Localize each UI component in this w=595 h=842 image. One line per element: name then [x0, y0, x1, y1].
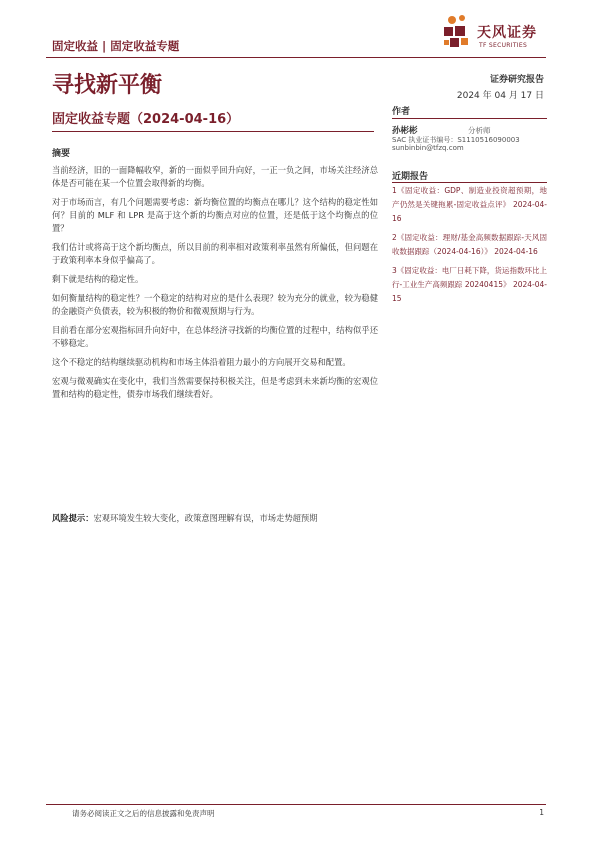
abstract-paragraph: 当前经济，旧的一面降幅收窄，新的一面似乎回升向好，一正一负之间，市场关注经济总体是否可能在某一个位置会取得新的均衡。: [52, 165, 378, 188]
risk-warning: [52, 512, 378, 525]
author-divider: [392, 118, 547, 119]
author-heading: 作者: [392, 107, 411, 117]
abstract-body: [52, 164, 378, 407]
recent-report-title[interactable]: 2《固定收益：理财/基金高频数据跟踪-天风固收数据跟踪（2024-04-16）》: [392, 233, 547, 256]
author-role: 分析师: [468, 126, 491, 135]
recent-reports-divider: [392, 182, 547, 183]
abstract-paragraph: 我们估计或将高于这个新均衡点，所以目前的利率相对政策利率虽然有所偏低，但问题在于政策利率本身似乎偏高了。: [52, 242, 378, 265]
risk-text: 宏观环境发生较大变化，政策意图理解有误，市场走势超预期: [93, 513, 318, 523]
page-title: 寻找新平衡: [52, 73, 163, 98]
recent-report-link[interactable]: [392, 231, 547, 259]
risk-label: 风险提示：: [52, 513, 94, 523]
author-name: 孙彬彬: [392, 126, 418, 136]
author-cert-number: SAC 执业证书编号：S1110516090003: [392, 136, 520, 144]
report-type: 证券研究报告: [489, 75, 544, 85]
abstract-paragraph: 目前看在部分宏观指标回升向好中，在总体经济寻找新的均衡位置的过程中，结构似乎还不够稳定。: [52, 325, 378, 348]
breadcrumb: [52, 38, 179, 54]
logo-mark-icon: [440, 14, 476, 54]
recent-report-title[interactable]: 3《固定收益：电厂日耗下降，货运指数环比上行-工业生产高频跟踪 20240415》: [392, 266, 547, 289]
report-subtitle: 固定收益专题（2024-04-16）: [52, 112, 240, 127]
recent-report-title[interactable]: 1《固定收益：GDP、制造业投资超预期，地产仍然是关键拖累-固定收益点评》: [392, 186, 547, 209]
subtitle-divider: [52, 131, 374, 132]
breadcrumb-separator: |: [102, 39, 107, 53]
abstract-heading: 摘要: [52, 149, 71, 159]
footer-divider: [46, 804, 546, 805]
footer-disclaimer: 请务必阅读正文之后的信息披露和免责声明: [72, 809, 215, 818]
breadcrumb-primary[interactable]: 固定收益: [52, 39, 98, 53]
recent-report-link[interactable]: [392, 184, 547, 226]
logo-text-cn: 天风证券: [477, 25, 537, 41]
author-email[interactable]: sunbinbin@tfzq.com: [392, 144, 464, 152]
abstract-paragraph: 如何衡量结构的稳定性？一个稳定的结构对应的是什么表现？较为充分的就业，较为稳健的金融资产负债表，较为积极的物价和微观预期与行为。: [52, 293, 378, 316]
abstract-paragraph: 对于市场而言，有几个问题需要考虑：新均衡位置的均衡点在哪儿？这个结构的稳定性如何？目前的 MLF 和 LPR 是高于这个新的均衡点对应的位置，还是低于这个均衡点的位置？: [52, 197, 378, 233]
header-divider: [46, 57, 546, 58]
page-number: 1: [539, 808, 544, 817]
company-logo: [440, 14, 550, 54]
recent-reports-heading: 近期报告: [392, 172, 429, 182]
recent-reports-list: [392, 184, 547, 311]
recent-report-link[interactable]: [392, 264, 547, 306]
recent-report-date: 2024-04-16: [494, 247, 538, 256]
recent-report-date: 2024-04-15: [392, 280, 547, 303]
abstract-paragraph: 剩下就是结构的稳定性。: [52, 274, 144, 284]
logo-text-en: TF SECURITIES: [479, 42, 528, 49]
abstract-paragraph: 宏观与微观确实在变化中，我们当然需要保持积极关注，但是考虑到未来新均衡的宏观位置和结构的稳定性，债券市场我们继续看好。: [52, 376, 378, 399]
report-date: 2024 年 04 月 17 日: [456, 91, 544, 101]
recent-report-date: 2024-04-16: [392, 200, 547, 223]
breadcrumb-secondary[interactable]: 固定收益专题: [110, 39, 180, 53]
abstract-paragraph: 这个不稳定的结构继续驱动机构和市场主体沿着阻力最小的方向展开交易和配置。: [52, 357, 351, 367]
